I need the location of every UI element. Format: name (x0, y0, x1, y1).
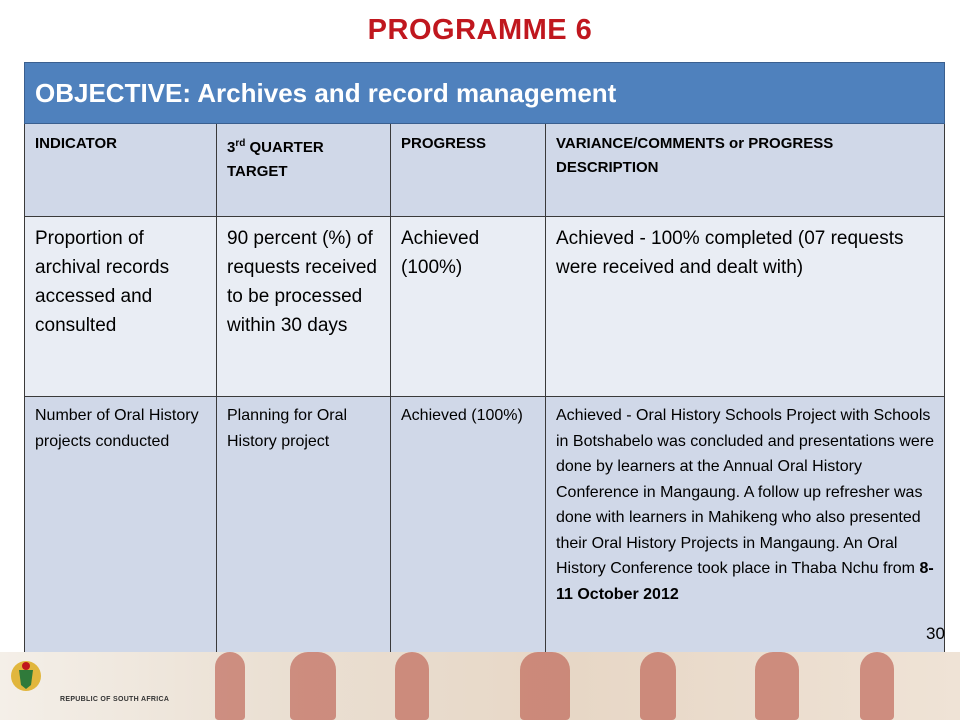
column-header-variance: VARIANCE/COMMENTS or PROGRESS DESCRIPTION (546, 124, 945, 217)
decorative-art-shape (860, 652, 894, 720)
page-number: 30 (926, 624, 945, 643)
column-header-target (217, 124, 391, 217)
comments-cell: Achieved - 100% completed (07 requests were received and dealt with) (546, 217, 945, 397)
indicator-cell: Proportion of archival records accessed and consulted (25, 217, 217, 397)
column-header-progress: PROGRESS (391, 124, 546, 217)
coat-of-arms-icon (6, 656, 46, 696)
decorative-art-shape (520, 652, 570, 720)
target-header-text: QUARTER TARGET (227, 139, 324, 180)
target-cell: Planning for Oral History project (217, 397, 391, 698)
column-header-indicator: INDICATOR (25, 124, 217, 217)
indicator-cell: Number of Oral History projects conducted (25, 397, 217, 698)
target-cell: 90 percent (%) of requests received to be processed within 30 days (217, 217, 391, 397)
target-ordinal-suffix: rd (235, 138, 246, 149)
comments-text: Achieved - Oral History Schools Project with Schools in Botshabelo was concluded and presentations were done by learners at the Annual Oral History Conference in Mangaung. A follow up refresher was done with learners in Mahikeng who also presented their Oral History Projects in Mangaung. An Oral History Conference took place in Thaba Nchu from (556, 407, 935, 577)
column-header-row (25, 124, 945, 217)
table-row (25, 217, 945, 397)
progress-cell: Achieved (100%) (391, 397, 546, 698)
objective-table (24, 62, 945, 698)
slide-title: PROGRAMME 6 (367, 14, 593, 46)
decorative-art-shape (290, 652, 336, 720)
decorative-art-shape (755, 652, 799, 720)
decorative-art-shape (215, 652, 245, 720)
footer-decorative-band (0, 652, 960, 720)
objective-header: OBJECTIVE: Archives and record management (25, 63, 945, 124)
decorative-art-shape (395, 652, 429, 720)
comments-date: 8-11 October 2012 (556, 560, 934, 603)
government-footer-text: REPUBLIC OF SOUTH AFRICA (60, 696, 170, 703)
target-ordinal: 3 (227, 139, 236, 156)
progress-cell: Achieved (100%) (391, 217, 546, 397)
decorative-art-shape (640, 652, 676, 720)
